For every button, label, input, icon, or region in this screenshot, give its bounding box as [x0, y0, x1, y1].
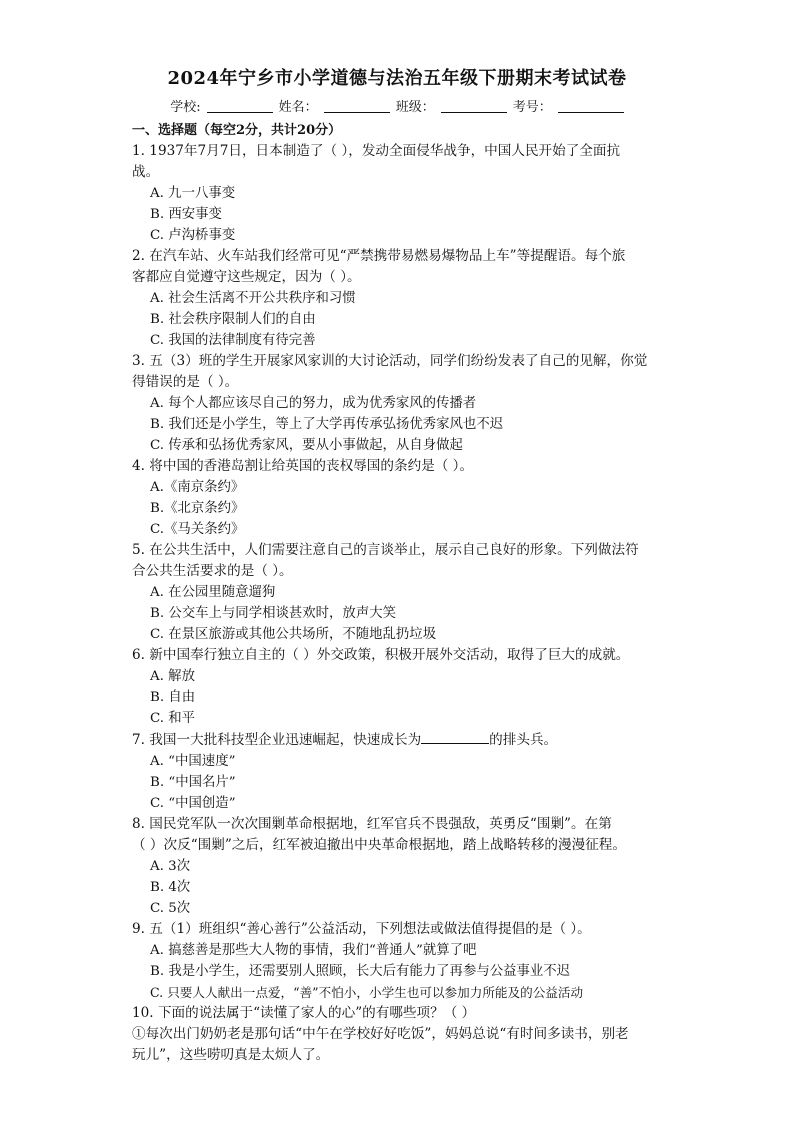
option-b[interactable]: B. 我们还是小学生，等上了大学再传承弘扬优秀家风也不迟	[150, 417, 504, 432]
class-label: 班级：	[395, 100, 435, 115]
option-c[interactable]: C. 卢沟桥事变	[150, 228, 236, 243]
option-a[interactable]: A. 每个人都应该尽自己的努力，成为优秀家风的传播者	[150, 396, 477, 411]
name-label: 姓名：	[278, 100, 318, 115]
question-line: 合公共生活要求的是（ ）。	[132, 563, 293, 579]
question-line: 客都应自觉遵守这些规定，因为（ ）。	[132, 269, 361, 285]
exam-page	[132, 66, 662, 1066]
option-a[interactable]: A. 在公园里随意遛狗	[150, 585, 276, 600]
option-a[interactable]: A. 搞慈善是那些大人物的事情，我们“普通人”就算了吧	[150, 943, 477, 958]
option-c[interactable]: C. 和平	[150, 711, 196, 726]
option-a[interactable]: A. 3次	[150, 859, 191, 874]
class-blank[interactable]	[441, 98, 507, 113]
option-c[interactable]: C. 只要人人献出一点爱，“善”不怕小，小学生也可以参加力所能及的公益活动	[150, 985, 584, 1000]
answer-blank[interactable]	[421, 729, 489, 744]
option-b[interactable]: B. 公交车上与同学相谈甚欢时，放声大笑	[150, 606, 396, 621]
option-b[interactable]: B. 社会秩序限制人们的自由	[150, 312, 316, 327]
option-a[interactable]: A. 解放	[150, 669, 195, 684]
question-text-post: 的排头兵。	[489, 732, 558, 748]
question-2	[132, 246, 662, 351]
question-line: 1. 1937年7月7日，日本制造了（ ），发动全面侵华战争，中国人民开始了全面抗	[132, 143, 621, 159]
question-3	[132, 351, 662, 456]
option-c[interactable]: C. “中国创造”	[150, 796, 236, 811]
question-line: 战。	[132, 164, 160, 180]
question-text-pre: 7. 我国一大批科技型企业迅速崛起，快速成长为	[132, 732, 422, 748]
question-line: 6. 新中国奉行独立自主的（ ）外交政策，积极开展外交活动，取得了巨大的成就。	[132, 647, 630, 663]
exam-title: 2024年宁乡市小学道德与法治五年级下册期末考试试卷	[167, 68, 627, 89]
question-line: 9. 五（1）班组织“善心善行”公益活动，下列想法或做法值得提倡的是（ ）。	[132, 921, 591, 937]
option-a[interactable]: A. 社会生活离不开公共秩序和习惯	[150, 291, 356, 306]
question-7	[132, 729, 662, 814]
question-8	[132, 814, 662, 919]
option-c[interactable]: C. 传承和弘扬优秀家风，要从小事做起，从自身做起	[150, 438, 463, 453]
question-line: 8. 国民党军队一次次围剿革命根据地，红军官兵不畏强敌，英勇反“围剿”。在第	[132, 816, 612, 832]
option-a[interactable]: A. 九一八事变	[150, 186, 236, 201]
question-line: 得错误的是（ ）。	[132, 374, 239, 390]
question-line: 玩儿”，这些唠叨真是太烦人了。	[132, 1047, 330, 1063]
number-blank[interactable]	[558, 98, 624, 113]
option-b[interactable]: B.《北京条约》	[150, 501, 245, 516]
option-c[interactable]: C. 5次	[150, 901, 191, 916]
option-c[interactable]: C. 我国的法律制度有待完善	[150, 333, 316, 348]
option-c[interactable]: C.《马关条约》	[150, 522, 245, 537]
option-a[interactable]: A.《南京条约》	[150, 480, 245, 495]
option-c[interactable]: C. 在景区旅游或其他公共场所，不随地乱扔垃圾	[150, 627, 437, 642]
option-b[interactable]: B. “中国名片”	[150, 775, 236, 790]
option-b[interactable]: B. 自由	[150, 690, 196, 705]
question-line: 4. 将中国的香港岛割让给英国的丧权辱国的条约是（ ）。	[132, 458, 474, 474]
option-b[interactable]: B. 4次	[150, 880, 191, 895]
question-line: 2. 在汽车站、火车站我们经常可见“严禁携带易燃易爆物品上车”等提醒语。每个旅	[132, 248, 626, 264]
question-5	[132, 540, 662, 645]
school-label: 学校:	[170, 100, 201, 115]
name-blank[interactable]	[324, 98, 390, 113]
question-line: （ ）次反“围剿”之后，红军被迫撤出中央革命根据地，踏上战略转移的漫漫征程。	[132, 837, 626, 853]
question-line: 10. 下面的说法属于“读懂了家人的心”的有哪些项？（ ）	[132, 1005, 476, 1021]
question-line	[132, 729, 662, 751]
option-b[interactable]: B. 我是小学生，还需要别人照顾，长大后有能力了再参与公益事业不迟	[150, 964, 571, 979]
school-blank[interactable]	[207, 98, 273, 113]
section-heading: 一、选择题（每空2分，共计20分）	[132, 123, 342, 138]
option-b[interactable]: B. 西安事变	[150, 207, 222, 222]
question-line: 5. 在公共生活中，人们需要注意自己的言谈举止，展示自己良好的形象。下列做法符	[132, 542, 639, 558]
option-a[interactable]: A. “中国速度”	[150, 754, 236, 769]
question-line: 3. 五（3）班的学生开展家风家训的大讨论活动，同学们纷纷发表了自己的见解，你觉	[132, 353, 648, 369]
question-1	[132, 141, 662, 246]
student-info-line	[132, 98, 662, 118]
question-4	[132, 456, 662, 540]
question-10	[132, 1003, 662, 1066]
question-6	[132, 645, 662, 729]
question-line: ①每次出门奶奶老是那句话“中午在学校好好吃饭”，妈妈总说“有时间多读书，别老	[132, 1026, 629, 1042]
number-label: 考号：	[512, 100, 552, 115]
question-9	[132, 919, 662, 1003]
